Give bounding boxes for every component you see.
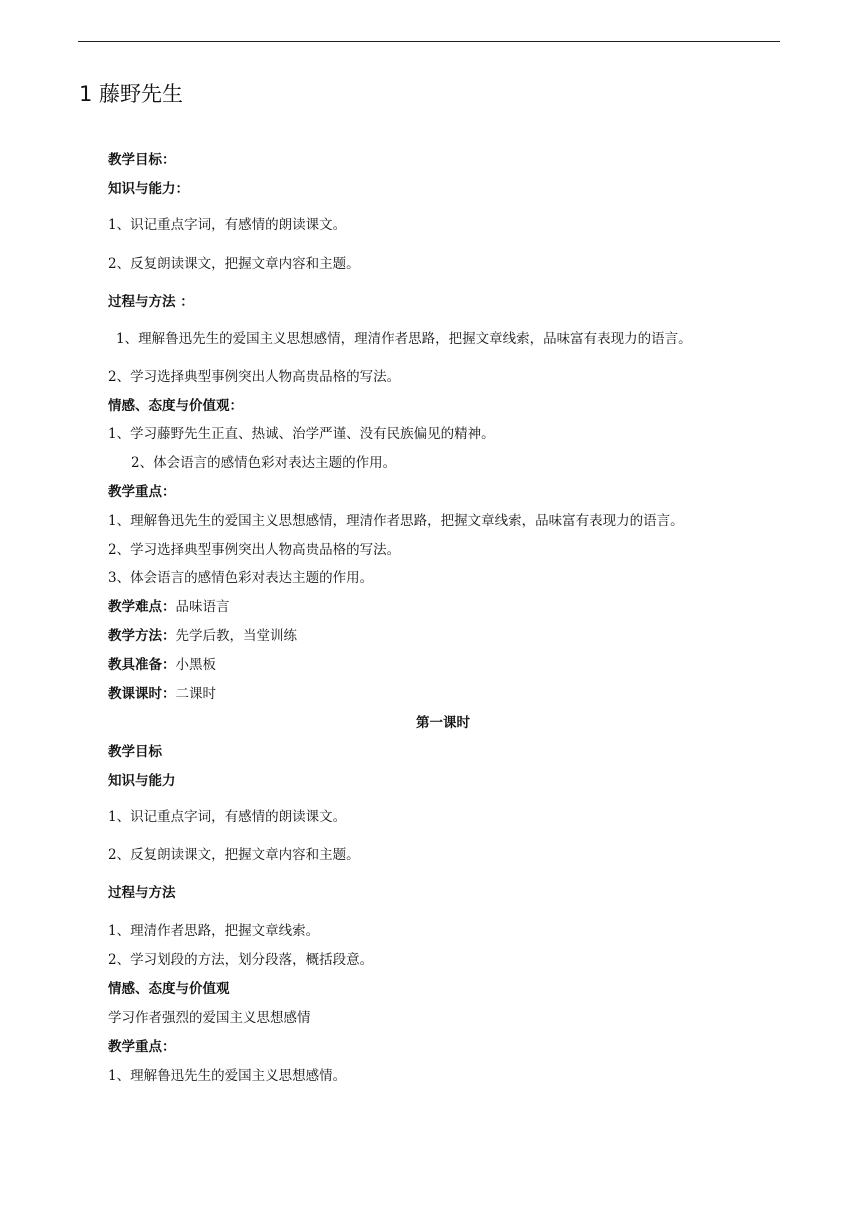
- tools-line: [108, 656, 216, 674]
- lesson-title: 1 藤野先生: [79, 82, 184, 106]
- section-first-period: 第一课时: [416, 715, 470, 731]
- method-value: 先学后教，当堂训练: [175, 628, 297, 644]
- emotion-item-1: 1、学习藤野先生正直、热诚、治学严谨、没有民族偏见的精神。: [108, 426, 495, 442]
- key-point-3: 3、体会语言的感情色彩对表达主题的作用。: [108, 570, 374, 586]
- process2-item-1: 1、理清作者思路，把握文章线索。: [108, 923, 320, 939]
- process2-item-2: 2、学习划段的方法，划分段落，概括段意。: [108, 952, 374, 968]
- heading-teaching-goals: 教学目标：: [108, 152, 176, 168]
- heading-process-method: 过程与方法 ：: [108, 294, 194, 310]
- knowledge2-item-1: 1、识记重点字词，有感情的朗读课文。: [108, 809, 347, 825]
- difficulty-value: 品味语言: [175, 599, 230, 615]
- heading-knowledge-ability-2: 知识与能力: [108, 773, 176, 789]
- heading-teaching-goals-2: 教学目标: [108, 744, 162, 760]
- key-point2-1: 1、理解鲁迅先生的爱国主义思想感情。: [108, 1068, 347, 1084]
- heading-process-method-2: 过程与方法: [108, 885, 176, 901]
- key-point-2: 2、学习选择典型事例突出人物高贵品格的写法。: [108, 542, 401, 558]
- method-line: [108, 627, 297, 645]
- emotion-item-2: 2、体会语言的感情色彩对表达主题的作用。: [131, 455, 397, 471]
- key-point-1: 1、理解鲁迅先生的爱国主义思想感情，理清作者思路，把握文章线索，品味富有表现力的语言。: [108, 513, 684, 529]
- heading-key-points: 教学重点：: [108, 484, 176, 500]
- heading-knowledge-ability: 知识与能力：: [108, 181, 189, 197]
- knowledge-item-2: 2、反复朗读课文，把握文章内容和主题。: [108, 256, 360, 272]
- periods-value: 二课时: [175, 686, 216, 702]
- knowledge2-item-2: 2、反复朗读课文，把握文章内容和主题。: [108, 847, 360, 863]
- emotion2-item: 学习作者强烈的爱国主义思想感情: [108, 1010, 311, 1026]
- knowledge-item-1: 1、识记重点字词，有感情的朗读课文。: [108, 217, 347, 233]
- tools-label: 教具准备：: [108, 657, 176, 673]
- heading-emotion-values: 情感、态度与价值观：: [108, 398, 243, 414]
- header-rule: [78, 41, 780, 42]
- periods-line: [108, 685, 216, 703]
- difficulty-line: [108, 598, 230, 616]
- process-item-1: 1、理解鲁迅先生的爱国主义思想感情，理清作者思路，把握文章线索，品味富有表现力的语言。: [116, 331, 692, 347]
- heading-key-points-2: 教学重点：: [108, 1039, 176, 1055]
- periods-label: 教课课时：: [108, 686, 176, 702]
- heading-emotion-values-2: 情感、态度与价值观: [108, 981, 230, 997]
- process-item-2: 2、学习选择典型事例突出人物高贵品格的写法。: [108, 369, 401, 385]
- tools-value: 小黑板: [175, 657, 216, 673]
- difficulty-label: 教学难点：: [108, 599, 176, 615]
- method-label: 教学方法：: [108, 628, 176, 644]
